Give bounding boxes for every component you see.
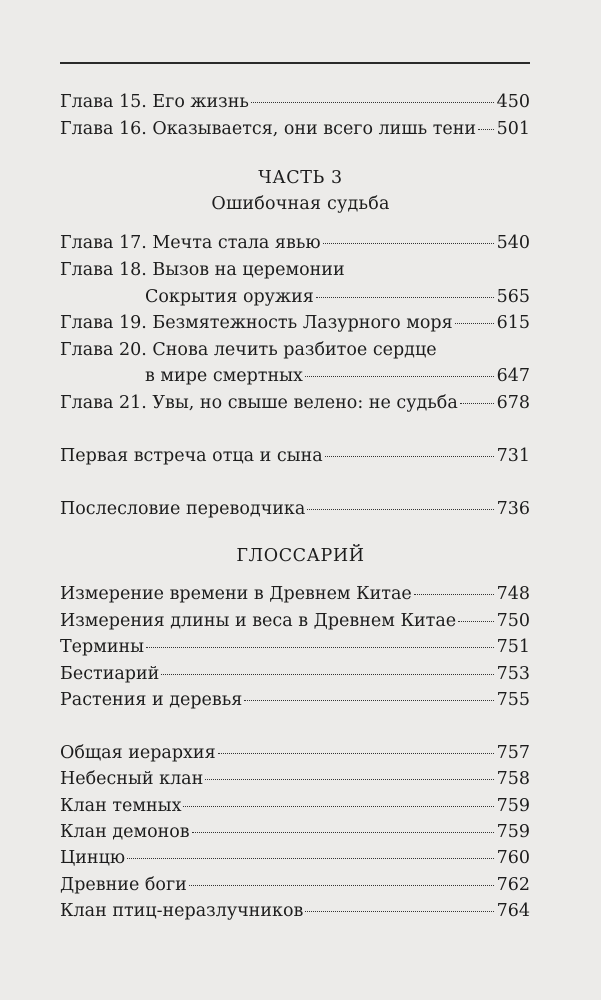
toc-entry-title: Бестиарий: [60, 664, 160, 684]
dot-leader: [458, 620, 493, 622]
dot-leader: [218, 752, 494, 754]
toc-page-number: 501: [496, 119, 530, 139]
toc-entry-glossary[interactable]: [60, 610, 530, 632]
toc-entry-title: Клан птиц-неразлучников: [60, 901, 304, 921]
dot-leader: [323, 242, 494, 244]
toc-entry-afterword[interactable]: [60, 498, 530, 520]
toc-entry-title: Послесловие переводчика: [60, 499, 306, 519]
toc-page-number: 762: [496, 875, 530, 895]
toc-entry-title: Глава 15. Его жизнь: [60, 92, 249, 112]
dot-leader: [305, 375, 494, 377]
toc-page-number: 647: [496, 366, 530, 386]
toc-entry-title: Глава 19. Безмятежность Лазурного моря: [60, 313, 453, 333]
dot-leader: [205, 778, 493, 780]
toc-entry-continuation: в мире смертных: [145, 366, 303, 386]
toc-page-number: 565: [496, 287, 530, 307]
dot-leader: [325, 455, 494, 457]
toc-page-number: 755: [496, 690, 530, 710]
toc-page-number: 748: [496, 584, 530, 604]
toc-page-number: 736: [496, 499, 530, 519]
toc-page-number: 764: [496, 901, 530, 921]
toc-entry-title: Термины: [60, 637, 145, 657]
toc-entry-chapter-18-title[interactable]: Глава 18. Вызов на церемонии: [60, 260, 345, 280]
toc-entry-title: Древние боги: [60, 875, 187, 895]
dot-leader: [460, 402, 494, 404]
toc-entry-title: Измерения длины и веса в Древнем Китае: [60, 611, 457, 631]
dot-leader: [161, 673, 493, 675]
top-rule: [60, 62, 530, 64]
toc-page-number: 450: [496, 92, 530, 112]
toc-page-number: 540: [496, 233, 530, 253]
toc-entry-glossary[interactable]: [60, 900, 530, 922]
toc-page-number: 750: [496, 611, 530, 631]
toc-page-number: 753: [496, 664, 530, 684]
toc-entry-glossary[interactable]: [60, 583, 530, 605]
toc-entry-title: Небесный клан: [60, 769, 204, 789]
part-subtitle: Ошибочная судьба: [211, 194, 390, 214]
dot-leader: [127, 857, 494, 859]
toc-entry-title: Цинцю: [60, 848, 126, 868]
toc-page-number: 758: [496, 769, 530, 789]
toc-page-number: 731: [496, 446, 530, 466]
toc-entry-glossary[interactable]: [60, 663, 530, 685]
toc-entry-glossary[interactable]: [60, 742, 530, 764]
toc-entry-chapter-15[interactable]: [60, 91, 530, 113]
toc-page-number: 678: [496, 393, 530, 413]
glossary-title: ГЛОССАРИЙ: [236, 546, 365, 566]
dot-leader: [192, 831, 494, 833]
toc-entry-chapter-21[interactable]: [60, 392, 530, 414]
toc-entry-chapter-17[interactable]: [60, 232, 530, 254]
toc-entry-title: Растения и деревья: [60, 690, 243, 710]
toc-entry-glossary[interactable]: [60, 768, 530, 790]
toc-page-number: 751: [496, 637, 530, 657]
toc-entry-title: Глава 21. Увы, но свыше велено: не судьба: [60, 393, 458, 413]
toc-entry-continuation: Сокрытия оружия: [145, 287, 314, 307]
toc-entry-title: Клан демонов: [60, 822, 190, 842]
toc-entry-title: Первая встреча отца и сына: [60, 446, 323, 466]
dot-leader: [189, 884, 494, 886]
toc-entry-title: Глава 17. Мечта стала явью: [60, 233, 321, 253]
toc-entry-glossary[interactable]: [60, 821, 530, 843]
dot-leader: [414, 593, 494, 595]
toc-entry-glossary[interactable]: [60, 689, 530, 711]
toc-entry-title: Клан темных: [60, 796, 182, 816]
dot-leader: [146, 646, 493, 648]
toc-entry-chapter-18[interactable]: [145, 286, 530, 308]
dot-leader: [307, 508, 493, 510]
toc-entry-chapter-16[interactable]: [60, 118, 530, 140]
toc-entry-title: Общая иерархия: [60, 743, 216, 763]
dot-leader: [455, 322, 494, 324]
toc-page-number: 615: [496, 313, 530, 333]
dot-leader: [183, 805, 493, 807]
toc-entry-glossary[interactable]: [60, 636, 530, 658]
toc-entry-first-meeting[interactable]: [60, 445, 530, 467]
dot-leader: [478, 128, 494, 130]
toc-entry-chapter-20[interactable]: [145, 365, 530, 387]
toc-entry-chapter-20-title[interactable]: Глава 20. Снова лечить разбитое сердце: [60, 340, 437, 360]
toc-page-number: 759: [496, 796, 530, 816]
toc-page-number: 760: [496, 848, 530, 868]
toc-entry-chapter-19[interactable]: [60, 312, 530, 334]
part-title: ЧАСТЬ 3: [258, 168, 343, 188]
dot-leader: [316, 296, 494, 298]
toc-entry-glossary[interactable]: [60, 847, 530, 869]
toc-entry-title: Глава 16. Оказывается, они всего лишь тени: [60, 119, 477, 139]
dot-leader: [251, 101, 494, 103]
dot-leader: [305, 910, 493, 912]
toc-entry-title: Измерение времени в Древнем Китае: [60, 584, 412, 604]
toc-entry-glossary[interactable]: [60, 795, 530, 817]
toc-page-number: 757: [496, 743, 530, 763]
dot-leader: [244, 699, 493, 701]
toc-entry-glossary[interactable]: [60, 874, 530, 896]
toc-page-number: 759: [496, 822, 530, 842]
